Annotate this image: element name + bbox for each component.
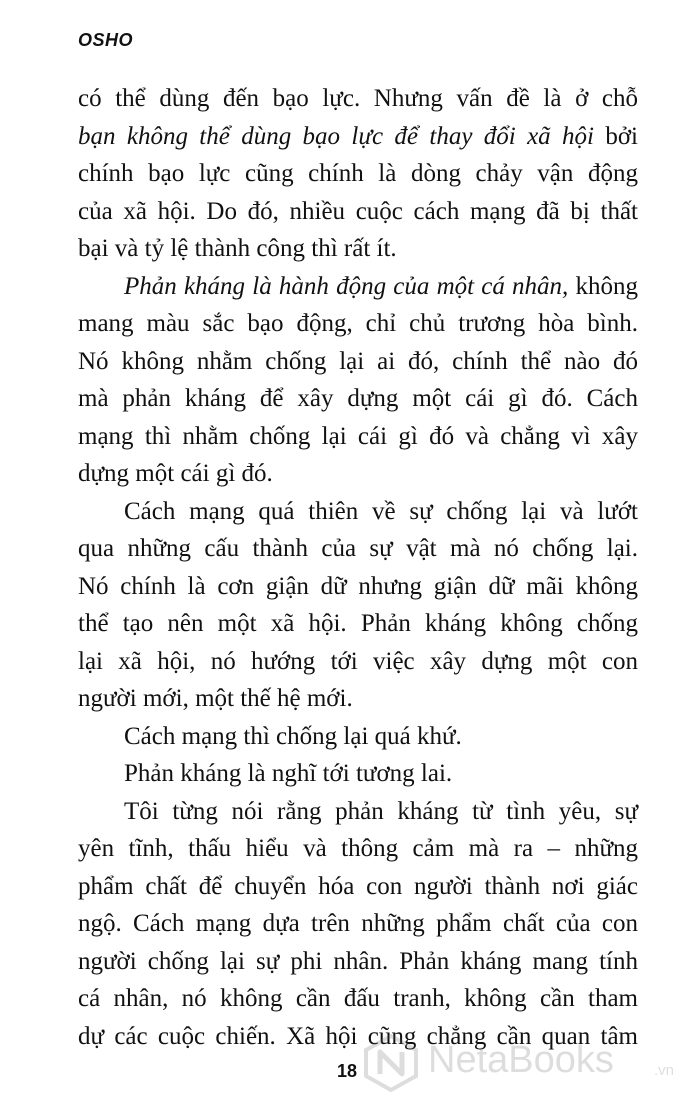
text-segment: bởi [593, 122, 638, 150]
text-line [124, 269, 638, 305]
text-segment: Phản kháng là nghĩ tới tương lai. [124, 760, 453, 787]
text-segment: Tôi từng nói rằng phản kháng từ tình yêu, sự [124, 797, 638, 825]
text-segment: yên tĩnh, thấu hiểu và thông cảm mà ra – những [78, 835, 638, 862]
text-line [78, 306, 638, 342]
text-segment: không [568, 272, 639, 300]
italic-text-segment: Phản kháng là hành động của một cá nhân, [124, 272, 569, 300]
text-segment: dự các cuộc chiến. Xã hội cũng chẳng cần quan tâm [78, 1022, 638, 1050]
text-segment: người chống lại sự phi nhân. Phản kháng mang tính [78, 947, 638, 975]
text-line [124, 756, 638, 792]
text-line [78, 944, 638, 980]
watermark-suffix: .vn [654, 1062, 675, 1079]
text-segment: Cách mạng quá thiên về sự chống lại và lướt [124, 497, 638, 525]
text-segment: chính bạo lực cũng chính là dòng chảy vận động [78, 160, 638, 187]
text-line [78, 906, 638, 942]
text-line [124, 794, 638, 830]
text-segment: mạng thì nhằm chống lại cái gì đó và chẳng vì xây [78, 422, 638, 450]
text-line [124, 494, 638, 530]
text-line [78, 531, 638, 567]
text-line [78, 981, 638, 1017]
text-line [124, 719, 638, 755]
text-line [78, 419, 638, 455]
text-segment: người mới, một thế hệ mới. [78, 685, 353, 712]
text-segment: Nó không nhằm chống lại ai đó, chính thể nào đó [78, 347, 638, 375]
text-line [78, 381, 638, 417]
text-line [78, 869, 638, 905]
page-number: 18 [337, 1061, 358, 1081]
watermark-brand: NetaBooks [428, 1039, 614, 1081]
text-segment: dựng một cái gì đó. [78, 460, 273, 487]
text-segment: ngộ. Cách mạng dựa trên những phẩm chất của con [78, 910, 638, 937]
text-line [78, 344, 638, 380]
text-line [78, 156, 638, 192]
text-line [78, 119, 638, 155]
text-line [78, 231, 638, 267]
text-segment: thể tạo nên một xã hội. Phản kháng không chống [78, 610, 638, 637]
text-segment: của xã hội. Do đó, nhiều cuộc cách mạng đã bị thất [78, 197, 638, 225]
text-segment: bại và tỷ lệ thành công thì rất ít. [78, 235, 397, 262]
watermark [362, 1034, 692, 1094]
text-segment: cá nhân, nó không cần đấu tranh, không cần tham [78, 985, 638, 1012]
text-line [78, 831, 638, 867]
text-line [78, 194, 638, 230]
text-line [78, 606, 638, 642]
italic-text-segment: bạn không thể dùng bạo lực để thay đổi xã hội [78, 122, 594, 150]
text-segment: phẩm chất để chuyển hóa con người thành nơi giác [78, 872, 638, 900]
text-line [78, 456, 638, 492]
text-line [78, 681, 638, 717]
text-segment: mang màu sắc bạo động, chỉ chủ trương hòa bình. [78, 310, 638, 337]
text-segment: mà phản kháng để xây dựng một cái gì đó. Cách [78, 385, 638, 412]
text-line [78, 569, 638, 605]
text-line [78, 644, 638, 680]
text-segment: qua những cấu thành của sự vật mà nó chống lại. [78, 535, 638, 562]
text-segment: có thể dùng đến bạo lực. Nhưng vấn đề là ở chỗ [78, 85, 638, 112]
text-line [78, 81, 638, 117]
text-segment: lại xã hội, nó hướng tới việc xây dựng một con [78, 647, 638, 675]
running-header-author: OSHO [78, 30, 134, 50]
text-segment: Cách mạng thì chống lại quá khứ. [124, 722, 462, 750]
netabooks-logo-icon [362, 1034, 420, 1092]
text-segment: Nó chính là cơn giận dữ nhưng giận dữ mãi không [78, 572, 638, 600]
